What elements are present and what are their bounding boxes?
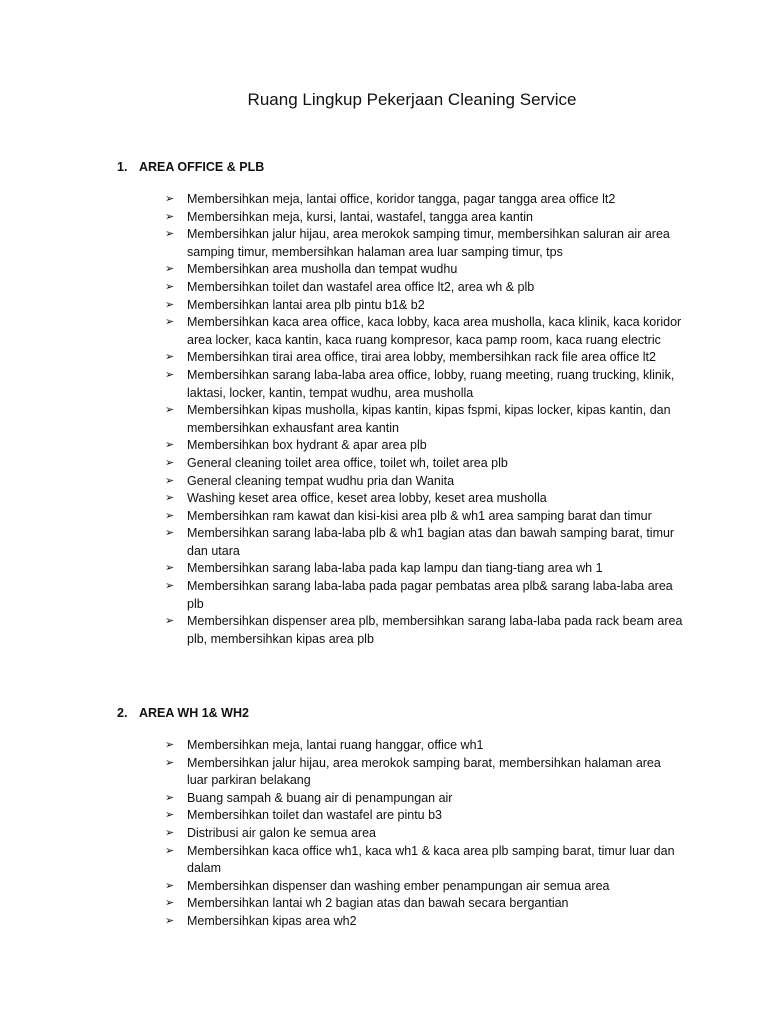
list-item-text: Membersihkan meja, kursi, lantai, wastafel, tangga area kantin [187,209,534,224]
list-item [163,261,683,279]
arrow-bullet-icon: ➢ [165,210,175,223]
list-item [163,913,683,931]
list-item [163,895,683,913]
arrow-bullet-icon: ➢ [165,368,175,381]
list-item-text: Membersihkan sarang laba-laba area office, lobby, ruang meeting, ruang trucking, klinik, laktasi, locker, kantin, tempat wudhu, area musholla [187,367,675,400]
list-item [163,437,683,455]
arrow-bullet-icon: ➢ [165,404,175,417]
section-2-item-list [163,737,683,931]
arrow-bullet-icon: ➢ [165,527,175,540]
document-title: Ruang Lingkup Pekerjaan Cleaning Service [247,90,577,109]
list-item-text: Membersihkan sarang laba-laba pada pagar pembatas area plb& sarang laba-laba area plb [187,579,673,611]
list-item [163,790,683,808]
list-item-text: Membersihkan meja, lantai ruang hanggar, office wh1 [187,738,484,752]
list-item [163,843,683,878]
list-item [163,473,683,491]
list-item-text: Membersihkan kipas area wh2 [187,913,357,928]
arrow-bullet-icon: ➢ [165,809,175,822]
arrow-bullet-icon: ➢ [165,351,175,364]
list-item [163,226,683,261]
arrow-bullet-icon: ➢ [165,914,175,927]
list-item-text: Membersihkan toilet dan wastafel are pintu b3 [187,808,443,823]
list-item-text: General cleaning toilet area office, toilet wh, toilet area plb [187,455,508,470]
list-item-text: Membersihkan meja, lantai office, koridor tangga, pagar tangga area office lt2 [187,192,616,206]
list-item [163,279,683,297]
arrow-bullet-icon: ➢ [165,456,175,469]
list-item [163,209,683,227]
arrow-bullet-icon: ➢ [165,474,175,487]
section-number: 2. [117,706,128,720]
arrow-bullet-icon: ➢ [165,298,175,311]
section-number: 1. [117,160,128,174]
list-item [163,525,683,560]
list-item-text: Membersihkan jalur hijau, area merokok samping barat, membersihkan halaman area luar parkiran belakang [187,755,661,788]
arrow-bullet-icon: ➢ [165,879,175,892]
list-item-text: Membersihkan box hydrant & apar area plb [187,438,427,453]
arrow-bullet-icon: ➢ [165,615,175,628]
list-item-text: Buang sampah & buang air di penampungan air [187,790,453,805]
list-item-text: Membersihkan lantai area plb pintu b1& b2 [187,297,425,312]
arrow-bullet-icon: ➢ [165,826,175,839]
list-item [163,455,683,473]
section-title: AREA OFFICE & PLB [139,160,265,174]
arrow-bullet-icon: ➢ [165,228,175,241]
list-item [163,578,683,613]
list-item-text: Washing keset area office, keset area lobby, keset area musholla [187,491,547,506]
arrow-bullet-icon: ➢ [165,509,175,522]
section-1-item-list [163,191,683,648]
list-item [163,560,683,578]
list-item-text: General cleaning tempat wudhu pria dan Wanita [187,473,455,488]
arrow-bullet-icon: ➢ [165,492,175,505]
list-item [163,367,683,402]
arrow-bullet-icon: ➢ [165,791,175,804]
list-item [163,508,683,526]
arrow-bullet-icon: ➢ [165,844,175,857]
list-item-text: Membersihkan sarang laba-laba plb & wh1 bagian atas dan bawah samping barat, timur dan utara [187,526,675,558]
arrow-bullet-icon: ➢ [165,439,175,452]
list-item [163,807,683,825]
arrow-bullet-icon: ➢ [165,263,175,276]
list-item [163,825,683,843]
list-item-text: Membersihkan lantai wh 2 bagian atas dan bawah secara bergantian [187,896,569,911]
arrow-bullet-icon: ➢ [165,739,175,751]
list-item-text: Membersihkan dispenser dan washing ember penampungan air semua area [187,878,610,893]
arrow-bullet-icon: ➢ [165,316,175,329]
list-item-text: Membersihkan tirai area office, tirai area lobby, membersihkan rack file area office lt2 [187,350,656,365]
list-item [163,878,683,896]
section-heading-area-wh [117,705,249,721]
list-item-text: Membersihkan ram kawat dan kisi-kisi area plb & wh1 area samping barat dan timur [187,508,652,523]
arrow-bullet-icon: ➢ [165,193,175,205]
arrow-bullet-icon: ➢ [165,280,175,293]
list-item [163,613,683,648]
list-item-text: Membersihkan kaca area office, kaca lobby, kaca area musholla, kaca klinik, kaca koridor area locker, kaca kantin, kaca ruang kompresor, kaca pamp room, kaca ruang electric [187,315,682,347]
list-item-text: Membersihkan jalur hijau, area merokok samping timur, membersihkan saluran air area samping timur, membersihkan halaman area luar samping timur, tps [187,227,670,259]
list-item [163,402,683,437]
list-item [163,297,683,315]
arrow-bullet-icon: ➢ [165,580,175,593]
list-item-text: Membersihkan dispenser area plb, membersihkan sarang laba-laba pada rack beam area plb, membersihkan kipas area plb [187,614,683,646]
list-item [163,755,683,790]
list-item [163,191,683,209]
arrow-bullet-icon: ➢ [165,897,175,910]
arrow-bullet-icon: ➢ [165,756,175,769]
list-item-text: Membersihkan area musholla dan tempat wudhu [187,262,458,277]
section-title: AREA WH 1& WH2 [139,706,249,720]
list-item-text: Membersihkan toilet dan wastafel area office lt2, area wh & plb [187,279,535,294]
list-item [163,490,683,508]
arrow-bullet-icon: ➢ [165,562,175,575]
list-item [163,737,683,755]
list-item [163,349,683,367]
section-heading-area-office-plb [117,159,264,175]
list-item-text: Membersihkan sarang laba-laba pada kap lampu dan tiang-tiang area wh 1 [187,561,603,576]
list-item-text: Membersihkan kaca office wh1, kaca wh1 & kaca area plb samping barat, timur luar dan dalam [187,843,675,876]
list-item-text: Membersihkan kipas musholla, kipas kantin, kipas fspmi, kipas locker, kipas kantin, dan membersihkan exhausfant area kantin [187,403,671,435]
list-item-text: Distribusi air galon ke semua area [187,825,376,840]
list-item [163,314,683,349]
